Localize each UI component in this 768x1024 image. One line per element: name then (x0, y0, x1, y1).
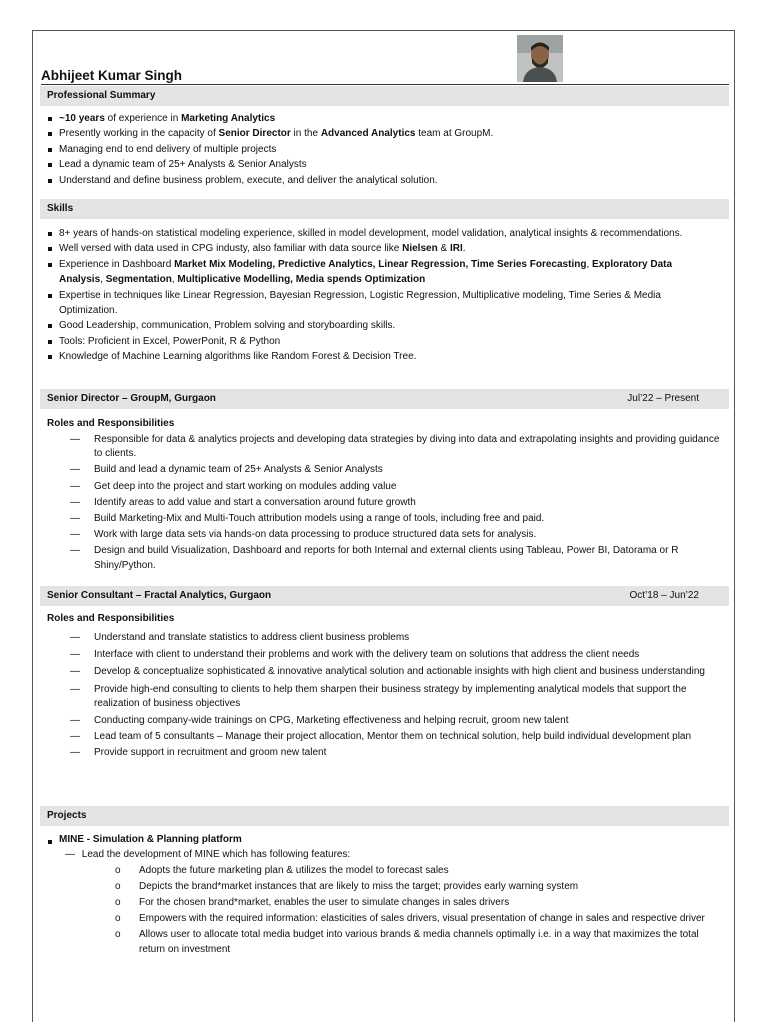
responsibility-item (70, 683, 720, 711)
square-bullet (48, 324, 52, 328)
item-text-segment: Good Leadership, communication, Problem solving and storyboarding skills. (59, 320, 396, 332)
project-lead-line (65, 849, 350, 860)
square-bullet (48, 263, 52, 267)
summary-item (47, 142, 717, 157)
circle-bullet: o (115, 881, 121, 893)
circle-bullet: o (115, 897, 121, 909)
responsibility-text: Lead team of 5 consultants – Manage their project allocation, Mentor them on technical solution, help build individual development plan (94, 731, 692, 743)
square-bullet (48, 840, 52, 844)
item-text-segment: Well versed with data used in CPG industy, also familiar with data source like (59, 243, 403, 255)
feature-item (115, 912, 720, 927)
item-text-segment: Market Mix Modeling, Predictive Analytics, Linear Regression, Time Series Forecasting (174, 258, 587, 270)
item-text-segment: Knowledge of Machine Learning algorithms like Random Forest & Decision Tree. (59, 351, 417, 363)
item-text-segment: Marketing Analytics (181, 113, 276, 124)
profile-photo (517, 35, 563, 82)
circle-bullet: o (115, 929, 121, 941)
responsibility-text: Conducting company-wide trainings on CPG, Marketing effectiveness and helping recruit, groom new talent (94, 715, 569, 727)
roles-label: Roles and Responsibilities (47, 418, 175, 429)
skill-item (47, 226, 717, 241)
feature-item (115, 928, 720, 957)
responsibility-text: Get deep into the project and start working on modules adding value (94, 480, 397, 492)
dash-bullet: — (65, 849, 75, 860)
square-bullet (48, 232, 52, 236)
summary-item (47, 126, 717, 141)
square-bullet (48, 163, 52, 167)
circle-bullet: o (115, 865, 121, 876)
item-text-segment: & (437, 243, 450, 255)
item-text-segment: Exploratory Data Analysis (59, 258, 673, 286)
item-text-segment: Tools: Proficient in Excel, PowerPonit, R & Python (59, 335, 281, 347)
item-text-segment: Senior Director (218, 128, 291, 140)
skills-header (40, 199, 729, 219)
job1-responsibilities (70, 433, 720, 573)
dash-bullet: — (70, 747, 80, 759)
dash-bullet: — (70, 545, 80, 557)
project-name: MINE - Simulation & Planning platform (59, 834, 242, 845)
responsibility-text: Provide high-end consulting to clients to help them sharpen their business strategy by implementing analytical models that support the realization of business objectives (94, 683, 687, 709)
square-bullet (48, 294, 52, 298)
dash-bullet: — (70, 649, 80, 661)
dash-bullet: — (70, 496, 80, 508)
responsibility-item (70, 730, 720, 744)
circle-bullet: o (115, 913, 121, 925)
job-dates: Oct’18 – Jun’22 (629, 590, 699, 601)
skill-item (47, 241, 717, 256)
feature-item (115, 896, 720, 911)
job2-responsibilities (70, 631, 720, 761)
feature-text: Allows user to allocate total media budget into various brands & media channels optimally i.e. in a way that maximizes the total return on investment (139, 929, 699, 955)
responsibility-item (70, 512, 720, 526)
section-title: Skills (47, 203, 74, 214)
item-text-segment: Lead a dynamic team of 25+ Analysts & Senior Analysts (59, 159, 307, 171)
responsibility-text: Build and lead a dynamic team of 25+ Analysts & Senior Analysts (94, 464, 383, 476)
responsibility-text: Work with large data sets via hands-on data processing to produce structured data sets for analysis. (94, 529, 537, 541)
resume-page (32, 30, 735, 1022)
skill-item (47, 318, 717, 333)
feature-text: For the chosen brand*market, enables the user to simulate changes in sales drivers (139, 897, 510, 909)
job-header-groupm (40, 389, 729, 409)
feature-text: Empowers with the required information: elasticities of sales drivers, visual presentation of change in sales and respective driver (139, 913, 705, 925)
responsibility-item (70, 463, 720, 477)
skill-item (47, 288, 717, 319)
item-text-segment: team at GroupM. (415, 128, 494, 140)
job-title: Senior Consultant – Fractal Analytics, Gurgaon (47, 590, 272, 601)
responsibility-text: Responsible for data & analytics projects and developing data strategies by diving into data and extrapolating insights and providing guidance to clients. (94, 434, 720, 460)
dash-bullet: — (70, 666, 80, 678)
responsibility-text: Interface with client to understand their problems and work with the delivery team on solutions that address the client needs (94, 649, 640, 661)
summary-item (47, 173, 717, 188)
skill-item (47, 334, 717, 349)
responsibility-item (70, 746, 720, 760)
item-text-segment: ~10 years (59, 113, 105, 124)
skill-item (47, 257, 717, 288)
square-bullet (48, 247, 52, 251)
responsibility-item (70, 648, 720, 662)
responsibility-item (70, 631, 720, 645)
job-title: Senior Director – GroupM, Gurgaon (47, 393, 216, 404)
item-text-segment: of experience in (104, 113, 182, 124)
section-title: Projects (47, 810, 87, 821)
item-text-segment: , (100, 274, 106, 286)
responsibility-text: Build Marketing-Mix and Multi-Touch attribution models using a range of tools, including free and paid. (94, 513, 545, 525)
item-text-segment: Expertise in techniques like Linear Regression, Bayesian Regression, Logistic Regression, Multiplicative modeling, Time Series & Media Optimization. (59, 289, 661, 317)
item-text-segment: Nielsen (402, 243, 438, 255)
square-bullet (48, 355, 52, 359)
responsibility-item (70, 528, 720, 542)
roles-label: Roles and Responsibilities (47, 613, 175, 624)
item-text-segment: Multiplicative Modelling, Media spends Optimization (177, 274, 426, 286)
job-header-fractal (40, 586, 729, 606)
dash-bullet: — (70, 529, 80, 541)
project-lead-text: Lead the development of MINE which has following features: (81, 849, 351, 860)
square-bullet (48, 117, 52, 121)
projects-header (40, 806, 729, 826)
project-features (115, 864, 720, 958)
feature-text: Depicts the brand*market instances that are likely to miss the target; provides early warning system (139, 881, 579, 893)
responsibility-item (70, 544, 720, 572)
responsibility-text: Identify areas to add value and start a conversation around future growth (94, 496, 416, 508)
square-bullet (48, 340, 52, 344)
skill-item (47, 349, 717, 364)
job-dates: Jul’22 – Present (627, 393, 699, 404)
responsibility-item (70, 433, 720, 461)
item-text-segment: 8+ years of hands-on statistical modeling experience, skilled in model development, model validation, analytical insights & recommendations. (59, 228, 683, 239)
item-text-segment: IRI (449, 243, 463, 255)
summary-item (47, 157, 717, 172)
square-bullet (48, 148, 52, 152)
dash-bullet: — (70, 715, 80, 727)
project-name-row (47, 834, 242, 845)
item-text-segment: in the (290, 128, 321, 140)
summary-list (47, 111, 717, 188)
item-text-segment: Understand and define business problem, execute, and deliver the analytical solution. (59, 174, 438, 186)
dash-bullet: — (70, 632, 80, 643)
item-text-segment: Experience in Dashboard (59, 258, 175, 270)
responsibility-text: Design and build Visualization, Dashboard and reports for both Internal and external clients using Tableau, Power BI, Datorama or R Shiny/Python. (94, 545, 679, 571)
responsibility-item (70, 496, 720, 510)
section-title: Professional Summary (47, 90, 156, 101)
candidate-name: Abhijeet Kumar Singh (41, 68, 183, 83)
dash-bullet: — (70, 464, 80, 476)
responsibility-item (70, 665, 720, 679)
dash-bullet: — (70, 513, 80, 525)
item-text-segment: Segmentation (105, 274, 172, 286)
responsibility-text: Develop & conceptualize sophisticated & innovative analytical solution and actionable insights with high client and business understanding (94, 666, 705, 678)
responsibility-item (70, 480, 720, 494)
item-text-segment: Advanced Analytics (320, 128, 416, 140)
square-bullet (48, 132, 52, 136)
responsibility-item (70, 714, 720, 728)
dash-bullet: — (70, 683, 80, 695)
dash-bullet: — (70, 480, 80, 492)
summary-item (47, 111, 717, 126)
skills-list (47, 226, 717, 365)
professional-summary-header (40, 86, 729, 106)
item-text-segment: . (462, 243, 466, 255)
feature-item (115, 864, 720, 879)
item-text-segment: Managing end to end delivery of multiple projects (59, 143, 277, 155)
feature-item (115, 880, 720, 895)
item-text-segment: Presently working in the capacity of (59, 128, 219, 140)
feature-text: Adopts the future marketing plan & utilizes the model to forecast sales (139, 865, 449, 876)
responsibility-text: Provide support in recruitment and groom new talent (94, 747, 327, 759)
responsibility-text: Understand and translate statistics to address client business problems (94, 632, 410, 643)
dash-bullet: — (70, 434, 80, 445)
dash-bullet: — (70, 731, 80, 743)
square-bullet (48, 179, 52, 183)
name-divider (41, 84, 729, 85)
item-text-segment: , (171, 274, 178, 286)
item-text-segment: , (586, 258, 592, 270)
